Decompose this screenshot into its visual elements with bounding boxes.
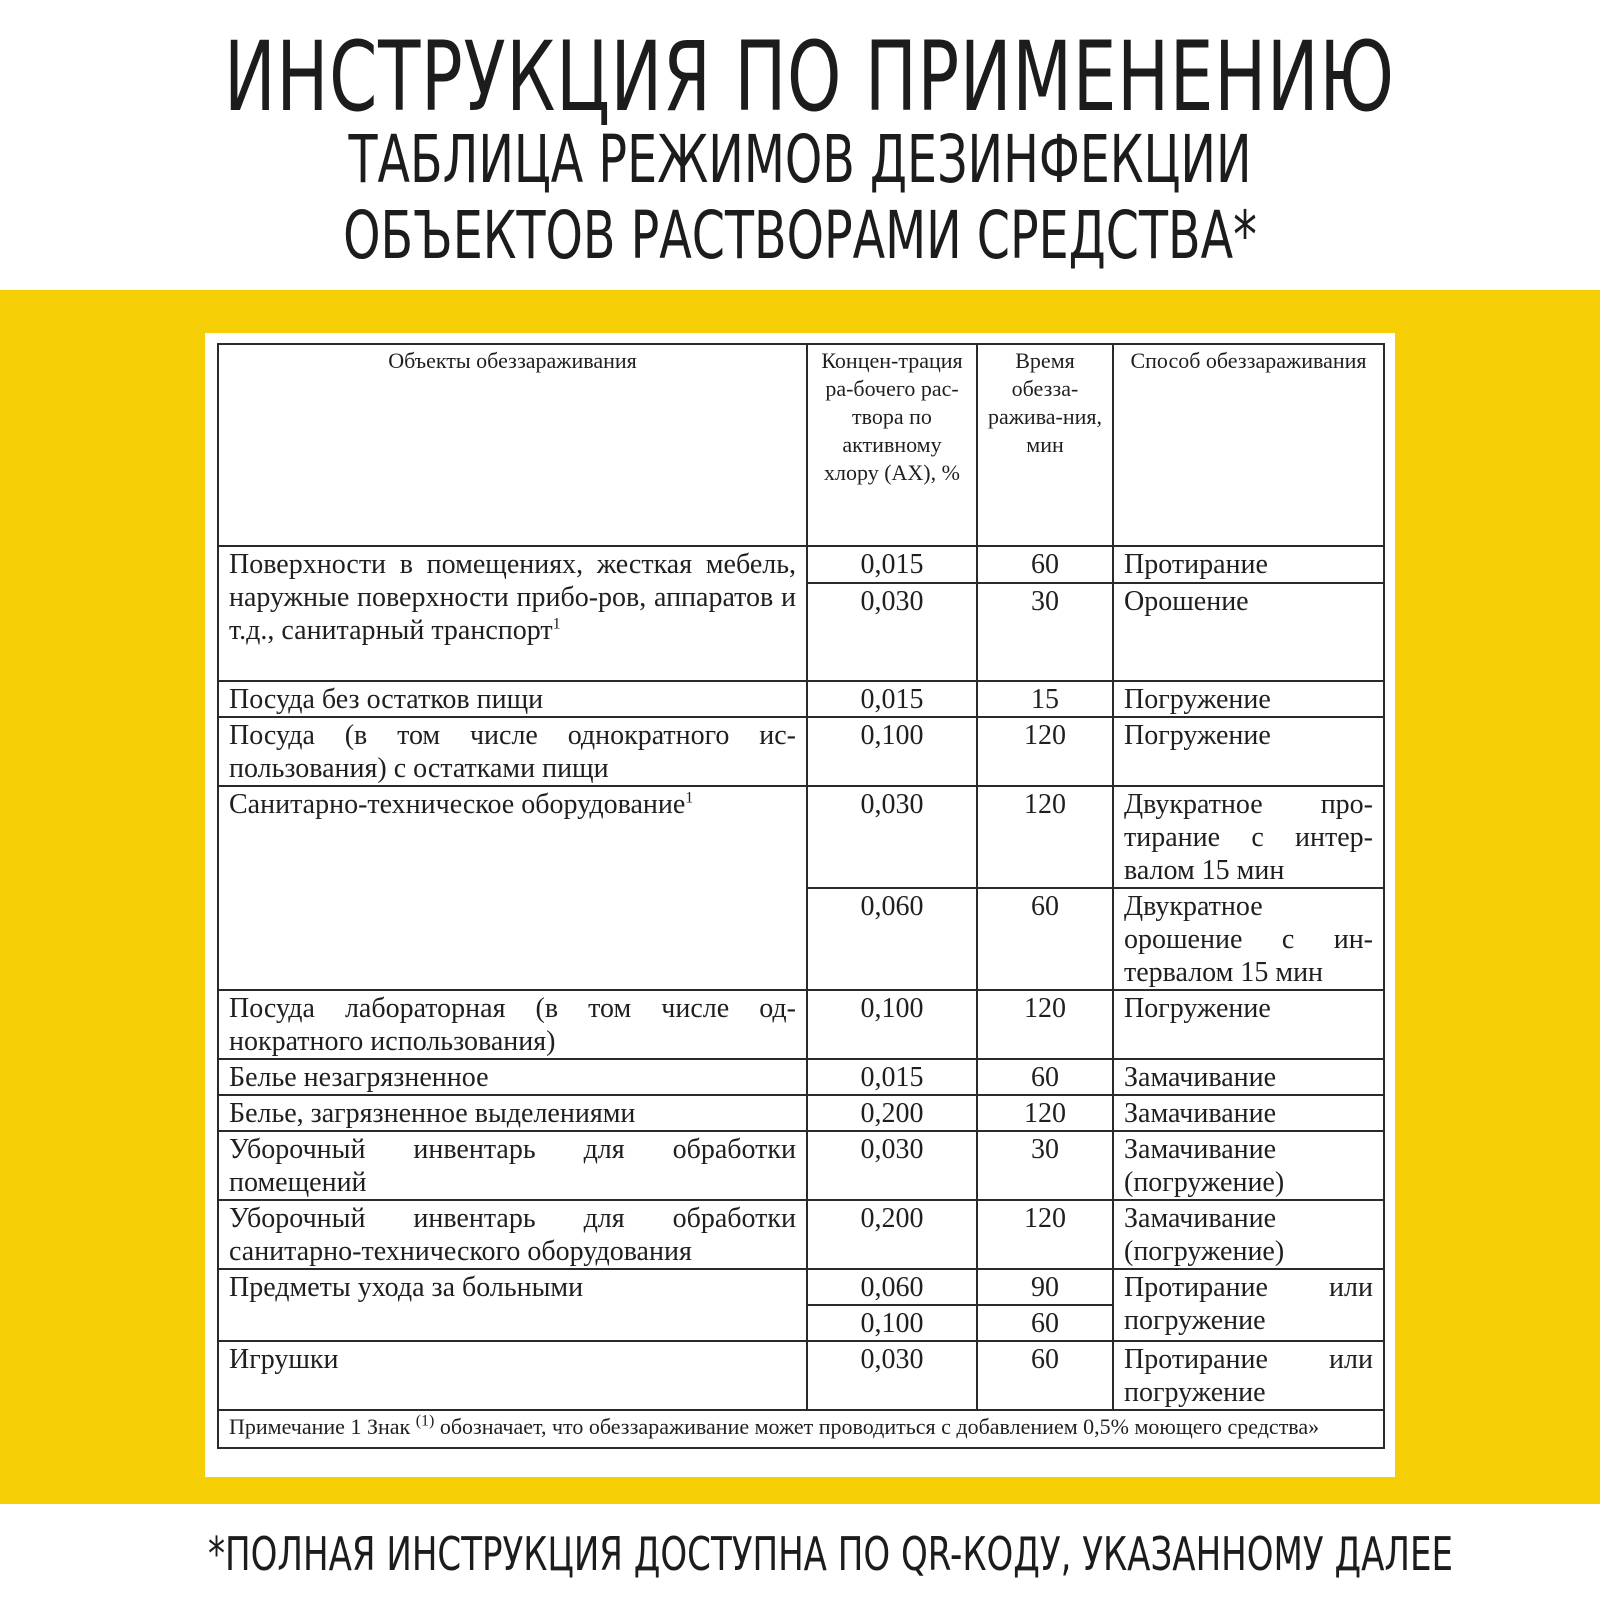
cell-concentration: 0,060 (807, 888, 977, 990)
cell-concentration: 0,100 (807, 990, 977, 1059)
table-row (218, 717, 1384, 786)
cell-method: Замачивание (1113, 1059, 1384, 1095)
cell-object (218, 786, 807, 990)
cell-method: Замачивание (погружение) (1113, 1131, 1384, 1200)
document-sheet (205, 333, 1395, 1477)
cell-method: Протирание или погружение (1113, 1341, 1384, 1410)
cell-concentration: 0,200 (807, 1095, 977, 1131)
cell-object: Белье, загрязненное выделениями (218, 1095, 807, 1131)
disinfection-regimes-table (217, 343, 1385, 1449)
cell-time: 120 (977, 1200, 1113, 1269)
footer (0, 1504, 1600, 1600)
cell-time: 120 (977, 786, 1113, 888)
cell-time: 120 (977, 990, 1113, 1059)
table-note-row (218, 1410, 1384, 1448)
table-note (218, 1410, 1384, 1448)
cell-object: Уборочный инвентарь для обработки санитарно-технического оборудования (218, 1200, 807, 1269)
cell-concentration: 0,030 (807, 1131, 977, 1200)
cell-time: 60 (977, 1059, 1113, 1095)
cell-time: 60 (977, 1341, 1113, 1410)
cell-object: Игрушки (218, 1341, 807, 1410)
footer-note: *ПОЛНАЯ ИНСТРУКЦИЯ ДОСТУПНА ПО QR-КОДУ, УКАЗАННОМУ ДАЛЕЕ (208, 1527, 1453, 1581)
cell-object (218, 546, 807, 681)
cell-concentration: 0,030 (807, 1341, 977, 1410)
header-objects: Объекты обеззараживания (218, 344, 807, 546)
cell-time: 60 (977, 546, 1113, 583)
table-row (218, 1200, 1384, 1269)
object-text: Санитарно-техническое оборудование (229, 789, 686, 820)
cell-object: Белье незагрязненное (218, 1059, 807, 1095)
cell-object: Посуда лабораторная (в том числе од-нократного использования) (218, 990, 807, 1059)
cell-time: 120 (977, 1095, 1113, 1131)
table-row (218, 546, 1384, 583)
cell-method: Замачивание (погружение) (1113, 1200, 1384, 1269)
cell-method: Погружение (1113, 990, 1384, 1059)
cell-concentration: 0,030 (807, 786, 977, 888)
note-footnote-mark: (1) (415, 1412, 435, 1430)
cell-method: Протирание или погружение (1113, 1269, 1384, 1341)
cell-time: 120 (977, 717, 1113, 786)
table-row (218, 1269, 1384, 1305)
cell-object: Посуда без остатков пищи (218, 681, 807, 717)
cell-time: 30 (977, 1131, 1113, 1200)
cell-time: 90 (977, 1269, 1113, 1305)
table-row (218, 1059, 1384, 1095)
footnote-mark: 1 (685, 789, 694, 807)
cell-concentration: 0,030 (807, 583, 977, 681)
cell-concentration: 0,200 (807, 1200, 977, 1269)
table-row (218, 1095, 1384, 1131)
cell-time: 30 (977, 583, 1113, 681)
cell-method: Погружение (1113, 717, 1384, 786)
cell-method: Погружение (1113, 681, 1384, 717)
header-method: Способ обеззараживания (1113, 344, 1384, 546)
table-row (218, 1341, 1384, 1410)
page-subtitle-line2: ОБЪЕКТОВ РАСТВОРАМИ СРЕДСТВА* (343, 197, 1257, 274)
header-time: Время обезза-ражива-ния, мин (977, 344, 1113, 546)
table-row (218, 681, 1384, 717)
cell-concentration: 0,015 (807, 681, 977, 717)
table-row (218, 990, 1384, 1059)
cell-object: Предметы ухода за больными (218, 1269, 807, 1341)
header-concentration: Концен-трация ра-бочего рас-твора по активному хлору (АХ), % (807, 344, 977, 546)
table-row (218, 1131, 1384, 1200)
cell-object: Посуда (в том числе однократного ис-пользования) с остатками пищи (218, 717, 807, 786)
cell-concentration: 0,060 (807, 1269, 977, 1305)
object-text: Поверхности в помещениях, жесткая мебель, наружные поверхности прибо-ров, аппаратов и т.д., санитарный транспорт (229, 549, 796, 646)
table-header-row (218, 344, 1384, 546)
cell-time: 15 (977, 681, 1113, 717)
footnote-mark: 1 (552, 615, 561, 633)
cell-method: Двукратное орошение с ин-тервалом 15 мин (1113, 888, 1384, 990)
table-row (218, 786, 1384, 888)
cell-method: Орошение (1113, 583, 1384, 681)
page-title: ИНСТРУКЦИЯ ПО ПРИМЕНЕНИЮ (224, 21, 1395, 133)
cell-time: 60 (977, 1305, 1113, 1341)
page-subtitle-line1: ТАБЛИЦА РЕЖИМОВ ДЕЗИНФЕКЦИИ (348, 121, 1252, 198)
cell-object: Уборочный инвентарь для обработки помещений (218, 1131, 807, 1200)
cell-method: Протирание (1113, 546, 1384, 583)
cell-concentration: 0,015 (807, 1059, 977, 1095)
cell-method: Замачивание (1113, 1095, 1384, 1131)
cell-time: 60 (977, 888, 1113, 990)
note-prefix: Примечание 1 Знак (229, 1414, 411, 1439)
cell-concentration: 0,015 (807, 546, 977, 583)
cell-concentration: 0,100 (807, 717, 977, 786)
cell-concentration: 0,100 (807, 1305, 977, 1341)
note-text: обозначает, что обеззараживание может проводиться с добавлением 0,5% моющего средства» (439, 1414, 1320, 1439)
header (0, 0, 1600, 290)
cell-method: Двукратное про-тирание с интер-валом 15 мин (1113, 786, 1384, 888)
